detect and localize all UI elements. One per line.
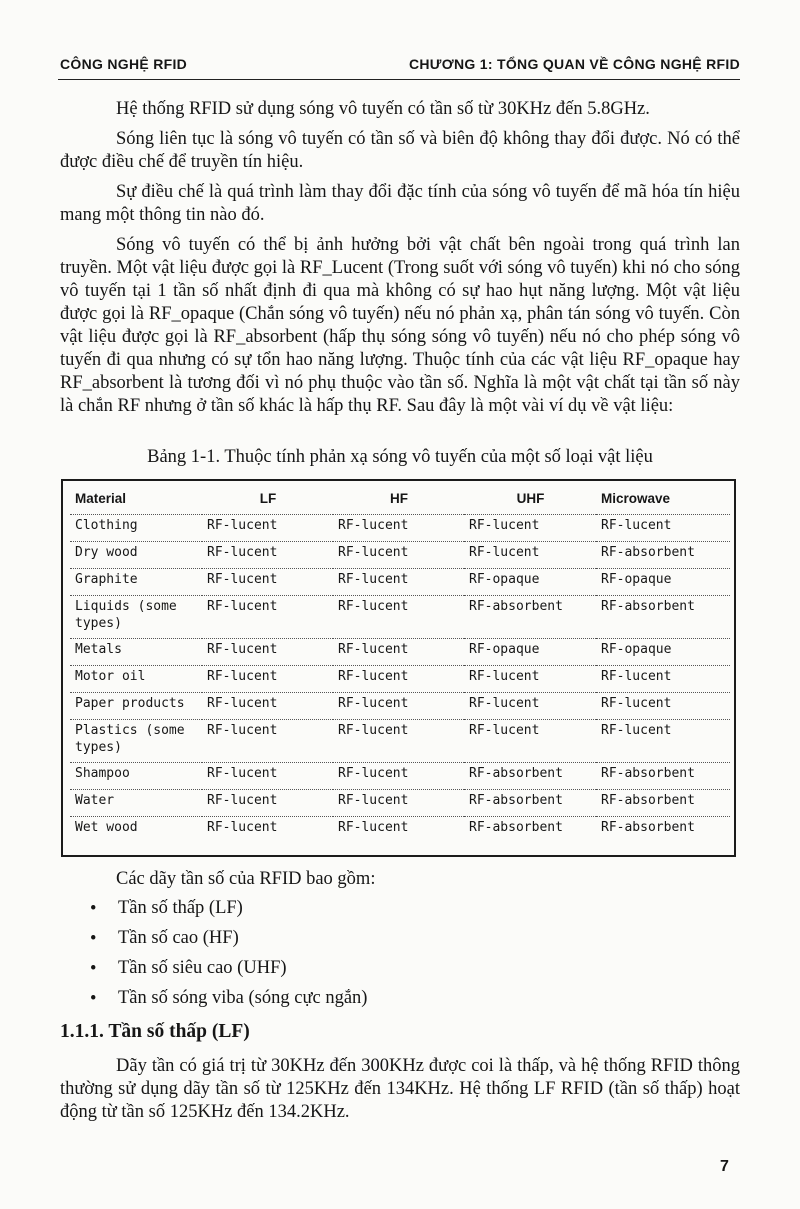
property-cell: RF-lucent: [333, 693, 464, 720]
column-header: UHF: [464, 486, 596, 515]
header-book-title: CÔNG NGHỆ RFID: [60, 56, 188, 72]
property-cell: RF-opaque: [464, 639, 596, 666]
table-row: [70, 596, 730, 639]
table-row: [70, 542, 730, 569]
property-cell: RF-absorbent: [601, 820, 695, 835]
property-cell: RF-lucent: [202, 542, 333, 569]
table-body: [70, 515, 730, 844]
bullet-icon: •: [90, 959, 97, 979]
table-caption: Bảng 1-1. Thuộc tính phản xạ sóng vô tuyến của một số loại vật liệu: [147, 447, 653, 467]
material-cell: Graphite: [70, 569, 202, 596]
material-cell: Shampoo: [70, 763, 202, 790]
table-row: [70, 790, 730, 817]
bullet-icon: •: [90, 989, 97, 1009]
column-header: Microwave: [596, 486, 730, 515]
property-cell: RF-lucent: [464, 515, 596, 542]
table-row: [70, 639, 730, 666]
property-cell: RF-lucent: [202, 763, 333, 790]
property-cell: RF-lucent: [207, 820, 278, 835]
property-cell: RF-lucent: [333, 515, 464, 542]
property-cell: RF-lucent: [596, 693, 730, 720]
material-cell: Paper products: [70, 693, 202, 720]
property-cell: RF-lucent: [202, 790, 333, 817]
material-cell: Water: [70, 790, 202, 817]
column-header: Material: [70, 486, 202, 515]
material-cell: Plastics (some types): [70, 720, 202, 763]
table-row: [70, 763, 730, 790]
property-cell: RF-lucent: [333, 666, 464, 693]
property-cell: RF-absorbent: [464, 790, 596, 817]
property-cell: RF-lucent: [202, 666, 333, 693]
property-cell: RF-lucent: [333, 542, 464, 569]
property-cell: RF-lucent: [333, 720, 464, 763]
column-header: LF: [202, 486, 333, 515]
list-item-text: Tần số cao (HF): [118, 928, 239, 948]
property-cell: RF-lucent: [596, 720, 730, 763]
table-row: [70, 515, 730, 542]
paragraph: Sự điều chế là quá trình làm thay đổi đặc tính của sóng vô tuyến để mã hóa tín hiệu mang một thông tin nào đó.: [60, 182, 740, 225]
paragraph: Sóng vô tuyến có thể bị ảnh hưởng bởi vật chất bên ngoài trong quá trình lan truyền. Một vật liệu được gọi là RF_Lucent (Trong suốt với sóng vô tuyến) khi nó cho sóng vô tuyến tại 1 tần số nhất định đi qua mà không có sự hao hụt năng lượng. Một vật liệu được gọi là RF_opaque (Chắn sóng vô tuyến) nếu nó phản xạ, phân tán sóng vô tuyến. Còn vật liệu được gọi là RF_absorbent (hấp thụ sóng sóng vô tuyến) nếu nó cho phép sóng vô tuyến đi qua nhưng có sự tổn hao năng lượng. Thuộc tính của các vật liệu RF_opaque hay RF_absorbent là tương đối vì nó phụ thuộc vào tần số. Nghĩa là một vật chất tại tần số này là chắn RF nhưng ở tần số khác là hấp thụ RF. Sau đây là một vài ví dụ về vật liệu:: [60, 235, 740, 416]
property-cell: RF-absorbent: [596, 790, 730, 817]
material-cell: Dry wood: [70, 542, 202, 569]
property-cell: RF-opaque: [596, 569, 730, 596]
running-header: [60, 56, 740, 72]
header-chapter-title: CHƯƠNG 1: TỔNG QUAN VỀ CÔNG NGHỆ RFID: [408, 56, 740, 72]
property-cell: RF-lucent: [202, 569, 333, 596]
property-cell: RF-lucent: [464, 666, 596, 693]
frequency-band-list: [60, 897, 740, 1017]
paragraph: Hệ thống RFID sử dụng sóng vô tuyến có tần số từ 30KHz đến 5.8GHz.: [116, 99, 650, 119]
header-rule: [58, 79, 740, 80]
list-item-text: Tần số thấp (LF): [118, 898, 243, 918]
property-cell: RF-lucent: [333, 569, 464, 596]
property-cell: RF-opaque: [464, 569, 596, 596]
property-cell: RF-lucent: [338, 820, 409, 835]
property-cell: RF-lucent: [596, 515, 730, 542]
property-cell: RF-lucent: [333, 596, 464, 639]
property-cell: RF-absorbent: [596, 763, 730, 790]
property-cell: RF-lucent: [202, 596, 333, 639]
section-paragraph: Dãy tần có giá trị từ 30KHz đến 300KHz được coi là thấp, và hệ thống RFID thông thường sử dụng dãy tần số từ 125KHz đến 134KHz. Hệ thống LF RFID (tần số thấp) hoạt động từ tần số 125KHz đến 134.2KHz.: [60, 1056, 740, 1122]
property-cell: RF-lucent: [333, 763, 464, 790]
table-row: [70, 666, 730, 693]
property-cell: RF-lucent: [464, 693, 596, 720]
material-cell: Liquids (some types): [70, 596, 202, 639]
property-cell: RF-lucent: [202, 720, 333, 763]
list-item: [60, 987, 740, 1017]
table-row: [70, 817, 730, 844]
material-cell: Wet wood: [75, 820, 138, 835]
list-item-text: Tần số sóng viba (sóng cực ngắn): [118, 988, 368, 1008]
table-row: [70, 693, 730, 720]
property-cell: RF-lucent: [202, 693, 333, 720]
bullet-icon: •: [90, 899, 97, 919]
property-cell: RF-lucent: [202, 639, 333, 666]
property-cell: RF-lucent: [333, 639, 464, 666]
list-item: [60, 897, 740, 927]
paragraph: Sóng liên tục là sóng vô tuyến có tần số và biên độ không thay đổi được. Nó có thể được điều chế để truyền tín hiệu.: [60, 129, 740, 172]
section-heading: 1.1.1. Tần số thấp (LF): [60, 1021, 250, 1042]
property-cell: RF-lucent: [464, 720, 596, 763]
table-header-row: [70, 486, 730, 515]
property-cell: RF-absorbent: [596, 542, 730, 569]
property-cell: RF-lucent: [464, 542, 596, 569]
property-cell: RF-lucent: [333, 790, 464, 817]
property-cell: RF-lucent: [596, 666, 730, 693]
materials-table: [61, 479, 736, 857]
table-row: [70, 569, 730, 596]
property-cell: RF-absorbent: [596, 596, 730, 639]
page-number: 7: [720, 1158, 729, 1175]
property-cell: RF-opaque: [596, 639, 730, 666]
list-item: [60, 927, 740, 957]
material-cell: Motor oil: [70, 666, 202, 693]
list-item: [60, 957, 740, 987]
body-paragraphs: [60, 98, 740, 418]
property-cell: RF-absorbent: [469, 820, 563, 835]
table-row: [70, 720, 730, 763]
bands-intro: Các dãy tần số của RFID bao gồm:: [116, 869, 376, 889]
list-item-text: Tần số siêu cao (UHF): [118, 958, 287, 978]
bullet-icon: •: [90, 929, 97, 949]
property-cell: RF-absorbent: [464, 763, 596, 790]
column-header: HF: [333, 486, 464, 515]
property-cell: RF-lucent: [202, 515, 333, 542]
material-cell: Clothing: [70, 515, 202, 542]
property-cell: RF-absorbent: [464, 596, 596, 639]
material-cell: Metals: [70, 639, 202, 666]
